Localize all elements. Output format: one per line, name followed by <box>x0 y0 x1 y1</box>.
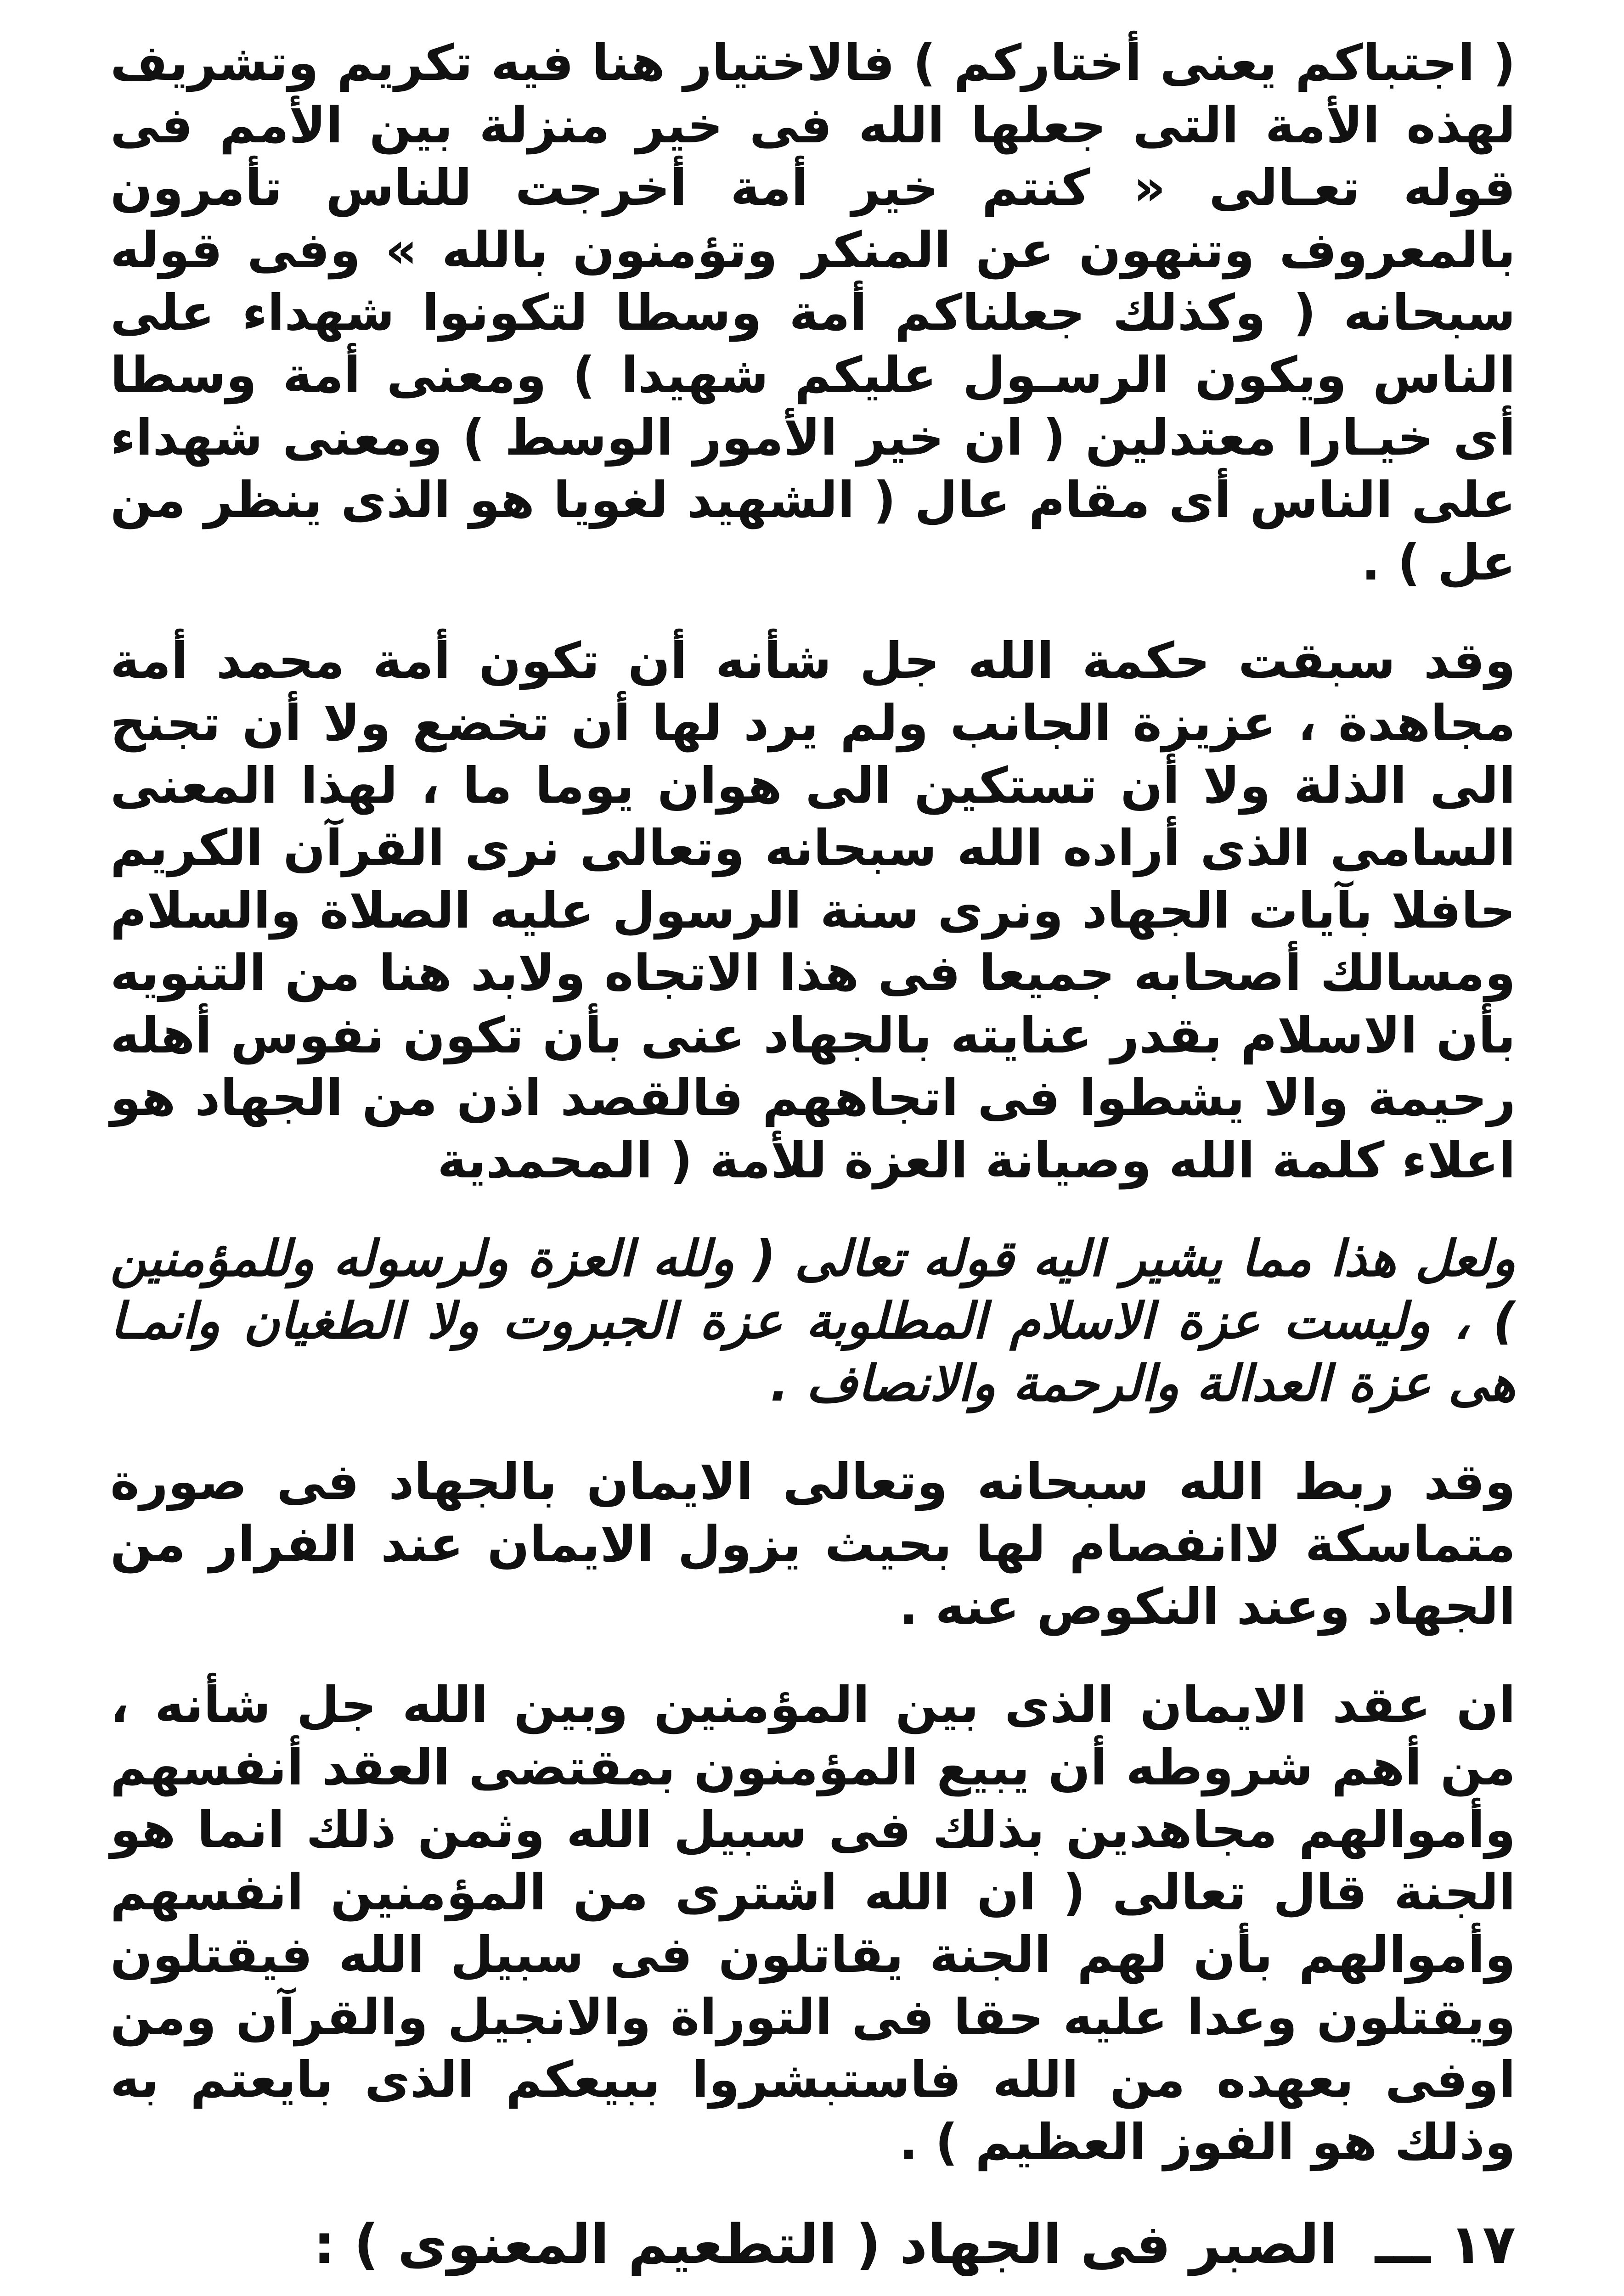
section-heading <box>110 2210 1516 2279</box>
paragraph-4: وقد ربط الله سبحانه وتعالى الايمان بالجهاد فى صورة متماسكة لاانفصام لها بحيث يزول الايمان عند الفرار من الجهاد وعند النكوص عنه . <box>110 1453 1516 1636</box>
paragraph-3: ولعل هذا مما يشير اليه قوله تعالى ( ولله العزة ولرسوله وللمؤمنين ) ، وليست عزة الاسلام المطلوبة عزة الجبروت ولا الطغيان وانمـا هى عزة العدالة والرحمة والانصاف . <box>110 1230 1516 1412</box>
section-number: ١٧ ـــ <box>1375 2212 1516 2276</box>
paragraph-2: وقد سبقت حكمة الله جل شأنه أن تكون أمة محمد أمة مجاهدة ، عزيزة الجانب ولم يرد لها أن تخضع ولا أن تجنح الى الذلة ولا أن تستكين الى هوان يوما ما ، لهذا المعنى السامى الذى أراده الله سبحانه وتعالى نرى القرآن الكريم حافلا بآيات الجهاد ونرى سنة الرسول عليه الصلاة والسلام ومسالك أصحابه جميعا فى هذا الاتجاه ولابد هنا من التنويه بأن الاسلام بقدر عنايته بالجهاد عنى بأن تكون نفوس أهله رحيمة والا يشطوا فى اتجاههم فالقصد اذن من الجهاد هو اعلاء كلمة الله وصيانة العزة للأمة ( المحمدية <box>110 632 1516 1189</box>
document-page <box>110 32 1516 2296</box>
paragraph-1: ( اجتباكم يعنى أختاركم ) فالاختيار هنا فيه تكريم وتشريف لهذه الأمة التى جعلها الله فى خير منزلة بين الأمم فى قوله تعـالى « كنتم خير أمة أخرجت للناس تأمرون بالمعروف وتنهون عن المنكر وتؤمنون بالله » وفى قوله سبحانه ( وكذلك جعلناكم أمة وسطا لتكونوا شهداء على الناس ويكون الرسـول عليكم شهيدا ) ومعنى أمة وسطا أى خيـارا معتدلين ( ان خير الأمور الوسط ) ومعنى شهداء على الناس أى مقام عال ( الشهيد لغويا هو الذى ينظر من عل ) . <box>110 34 1516 591</box>
section-title: الصبر فى الجهاد ( التطعيم المعنوى ) : <box>313 2212 1338 2276</box>
paragraph-5: ان عقد الايمان الذى بين المؤمنين وبين الله جل شأنه ، من أهم شروطه أن يبيع المؤمنون بمقتضى العقد أنفسهم وأموالهم مجاهدين بذلك فى سبيل الله وثمن ذلك انما هو الجنة قال تعالى ( ان الله اشترى من المؤمنين انفسهم وأموالهم بأن لهم الجنة يقاتلون فى سبيل الله فيقتلون ويقتلون وعدا عليه حقا فى التوراة والانجيل والقرآن ومن اوفى بعهده من الله فاستبشروا ببيعكم الذى بايعتم به وذلك هو الفوز العظيم ) . <box>110 1677 1516 2171</box>
